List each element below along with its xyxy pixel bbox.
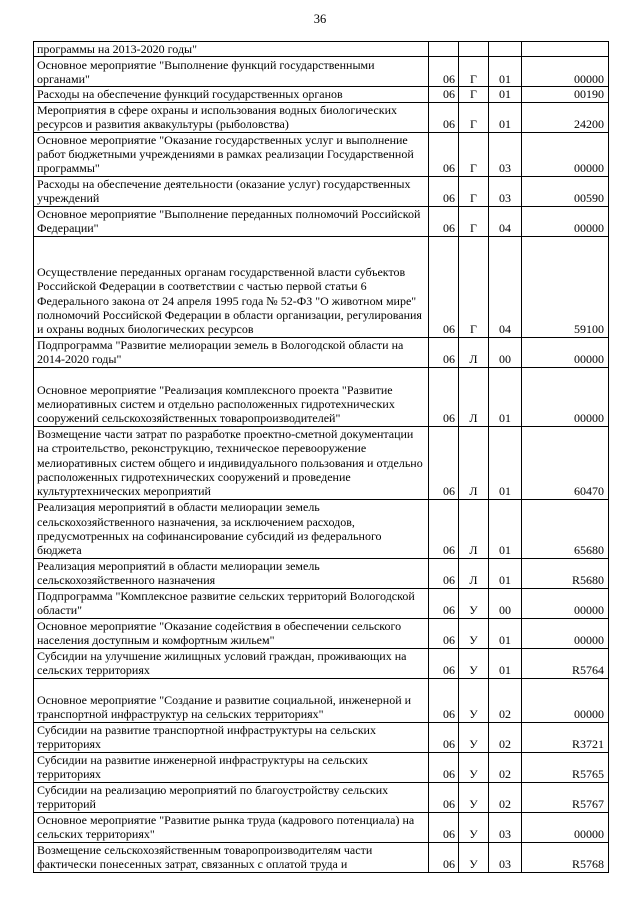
code-column-2: Г: [459, 87, 489, 102]
code-column-4: 00000: [522, 132, 609, 176]
code-column-2: У: [459, 618, 489, 648]
code-column-3: 04: [489, 236, 522, 337]
code-column-1: 06: [429, 367, 459, 426]
row-description: Возмещение сельскохозяйственным товаропроизводителям части фактически понесенных затрат, связанных с оплатой труда и: [34, 842, 429, 872]
code-column-4: 00000: [522, 206, 609, 236]
code-column-3: 01: [489, 558, 522, 588]
code-column-3: 03: [489, 132, 522, 176]
code-column-1: 06: [429, 588, 459, 618]
page-number: 36: [313, 12, 327, 26]
code-column-3: 04: [489, 206, 522, 236]
table-row: [34, 206, 609, 236]
table-row: [34, 57, 609, 87]
code-column-2: Л: [459, 337, 489, 367]
row-description: Мероприятия в сфере охраны и использования водных биологических ресурсов и развития аквакультуры (рыболовства): [34, 102, 429, 132]
code-column-3: 02: [489, 782, 522, 812]
code-column-3: 03: [489, 176, 522, 206]
code-column-2: У: [459, 678, 489, 722]
code-column-3: 00: [489, 588, 522, 618]
code-column-3: 01: [489, 102, 522, 132]
code-column-2: У: [459, 752, 489, 782]
code-column-3: 01: [489, 618, 522, 648]
code-column-1: 06: [429, 782, 459, 812]
code-column-4: 65680: [522, 499, 609, 558]
code-column-3: 01: [489, 648, 522, 678]
table-row: [34, 236, 609, 337]
row-description: Расходы на обеспечение деятельности (оказание услуг) государственных учреждений: [34, 176, 429, 206]
code-column-4: 00000: [522, 337, 609, 367]
code-column-1: 06: [429, 648, 459, 678]
code-column-2: Г: [459, 236, 489, 337]
row-description: Основное мероприятие "Развитие рынка труда (кадрового потенциала) на сельских территориях": [34, 812, 429, 842]
code-column-3: 01: [489, 367, 522, 426]
row-description: Реализация мероприятий в области мелиорации земель сельскохозяйственного назначения: [34, 558, 429, 588]
code-column-2: У: [459, 588, 489, 618]
code-column-2: У: [459, 648, 489, 678]
table-row: [34, 648, 609, 678]
code-column-4: R5767: [522, 782, 609, 812]
table-row: [34, 588, 609, 618]
code-column-4: 00000: [522, 57, 609, 87]
table-row: [34, 132, 609, 176]
code-column-3: 01: [489, 87, 522, 102]
table-row: [34, 42, 609, 57]
row-description: Субсидии на развитие транспортной инфраструктуры на сельских территориях: [34, 722, 429, 752]
row-description: Подпрограмма "Комплексное развитие сельских территорий Вологодской области": [34, 588, 429, 618]
code-column-1: 06: [429, 206, 459, 236]
code-column-4: R3721: [522, 722, 609, 752]
row-description: Реализация мероприятий в области мелиорации земель сельскохозяйственного назначения, за исключением расходов, предусмотренных на софинансирование субсидий из федерального бюджета: [34, 499, 429, 558]
code-column-4: 00000: [522, 678, 609, 722]
row-description: Основное мероприятие "Выполнение переданных полномочий Российской Федерации": [34, 206, 429, 236]
table-row: [34, 426, 609, 499]
row-description: Основное мероприятие "Выполнение функций государственными органами": [34, 57, 429, 87]
row-description: Основное мероприятие "Создание и развитие социальной, инженерной и транспортной инфраструктур на сельских территориях": [34, 678, 429, 722]
row-description: Подпрограмма "Развитие мелиорации земель в Вологодской области на 2014-2020 годы": [34, 337, 429, 367]
row-description: Осуществление переданных органам государственной власти субъектов Российской Федерации в соответствии с частью первой статьи 6 Федерального закона от 24 апреля 1995 года № 52-ФЗ "О животном мире" полномочий Российской Федерации в области организации, регулирования и охраны водных биологических ресурсов: [34, 236, 429, 337]
table-row: [34, 678, 609, 722]
table-row: [34, 752, 609, 782]
code-column-2: Г: [459, 206, 489, 236]
code-column-3: 01: [489, 426, 522, 499]
row-description: Расходы на обеспечение функций государственных органов: [34, 87, 429, 102]
code-column-4: 24200: [522, 102, 609, 132]
table-row: [34, 367, 609, 426]
code-column-1: 06: [429, 499, 459, 558]
table-row: [34, 102, 609, 132]
table-row: [34, 558, 609, 588]
budget-classification-table: [33, 41, 609, 873]
row-description: Основное мероприятие "Реализация комплексного проекта "Развитие мелиоративных систем и отдельно расположенных гидротехнических сооружений сельскохозяйственных товаропроизводителей": [34, 367, 429, 426]
table-row: [34, 176, 609, 206]
code-column-2: У: [459, 842, 489, 872]
table-row: [34, 87, 609, 102]
code-column-3: 03: [489, 842, 522, 872]
code-column-1: 06: [429, 722, 459, 752]
code-column-1: 06: [429, 132, 459, 176]
code-column-3: 02: [489, 678, 522, 722]
row-description: Субсидии на реализацию мероприятий по благоустройству сельских территорий: [34, 782, 429, 812]
code-column-2: У: [459, 722, 489, 752]
table-row: [34, 812, 609, 842]
code-column-1: 06: [429, 426, 459, 499]
code-column-1: 06: [429, 236, 459, 337]
row-description: Субсидии на улучшение жилищных условий граждан, проживающих на сельских территориях: [34, 648, 429, 678]
code-column-4: 00590: [522, 176, 609, 206]
row-description: Основное мероприятие "Оказание государственных услуг и выполнение работ бюджетными учреждениями в рамках реализации Государственной программы": [34, 132, 429, 176]
code-column-2: Л: [459, 426, 489, 499]
code-column-1: [429, 42, 459, 57]
code-column-1: 06: [429, 812, 459, 842]
code-column-1: 06: [429, 678, 459, 722]
code-column-1: 06: [429, 57, 459, 87]
code-column-1: 06: [429, 87, 459, 102]
code-column-1: 06: [429, 102, 459, 132]
table-row: [34, 618, 609, 648]
code-column-3: 02: [489, 752, 522, 782]
code-column-3: 01: [489, 499, 522, 558]
code-column-4: 00000: [522, 812, 609, 842]
code-column-1: 06: [429, 752, 459, 782]
code-column-1: 06: [429, 618, 459, 648]
code-column-4: [522, 42, 609, 57]
code-column-4: 59100: [522, 236, 609, 337]
code-column-2: У: [459, 812, 489, 842]
code-column-2: Г: [459, 176, 489, 206]
code-column-4: 00190: [522, 87, 609, 102]
row-description: программы на 2013-2020 годы": [34, 42, 429, 57]
code-column-2: Г: [459, 57, 489, 87]
code-column-2: Г: [459, 102, 489, 132]
table-row: [34, 782, 609, 812]
table-row: [34, 499, 609, 558]
code-column-4: R5680: [522, 558, 609, 588]
code-column-4: 00000: [522, 618, 609, 648]
row-description: Основное мероприятие "Оказание содействия в обеспечении сельского населения доступным и комфортным жильем": [34, 618, 429, 648]
table-row: [34, 842, 609, 872]
code-column-2: Л: [459, 367, 489, 426]
code-column-3: 01: [489, 57, 522, 87]
code-column-2: Л: [459, 499, 489, 558]
table-row: [34, 722, 609, 752]
code-column-3: 03: [489, 812, 522, 842]
code-column-3: 02: [489, 722, 522, 752]
code-column-3: [489, 42, 522, 57]
code-column-1: 06: [429, 842, 459, 872]
code-column-1: 06: [429, 176, 459, 206]
table-body: [34, 42, 609, 873]
code-column-4: R5765: [522, 752, 609, 782]
code-column-2: Г: [459, 132, 489, 176]
code-column-4: 60470: [522, 426, 609, 499]
row-description: Субсидии на развитие инженерной инфраструктуры на сельских территориях: [34, 752, 429, 782]
code-column-4: R5768: [522, 842, 609, 872]
code-column-3: 00: [489, 337, 522, 367]
code-column-1: 06: [429, 337, 459, 367]
code-column-4: R5764: [522, 648, 609, 678]
code-column-4: 00000: [522, 367, 609, 426]
code-column-2: Л: [459, 558, 489, 588]
code-column-4: 00000: [522, 588, 609, 618]
code-column-2: [459, 42, 489, 57]
row-description: Возмещение части затрат по разработке проектно-сметной документации на строительство, реконструкцию, техническое перевооружение мелиоративных систем общего и индивидуального пользования и отдельно расположенных гидротехнических сооружений и проведение культуртехнических мероприятий: [34, 426, 429, 499]
table-row: [34, 337, 609, 367]
code-column-2: У: [459, 782, 489, 812]
code-column-1: 06: [429, 558, 459, 588]
